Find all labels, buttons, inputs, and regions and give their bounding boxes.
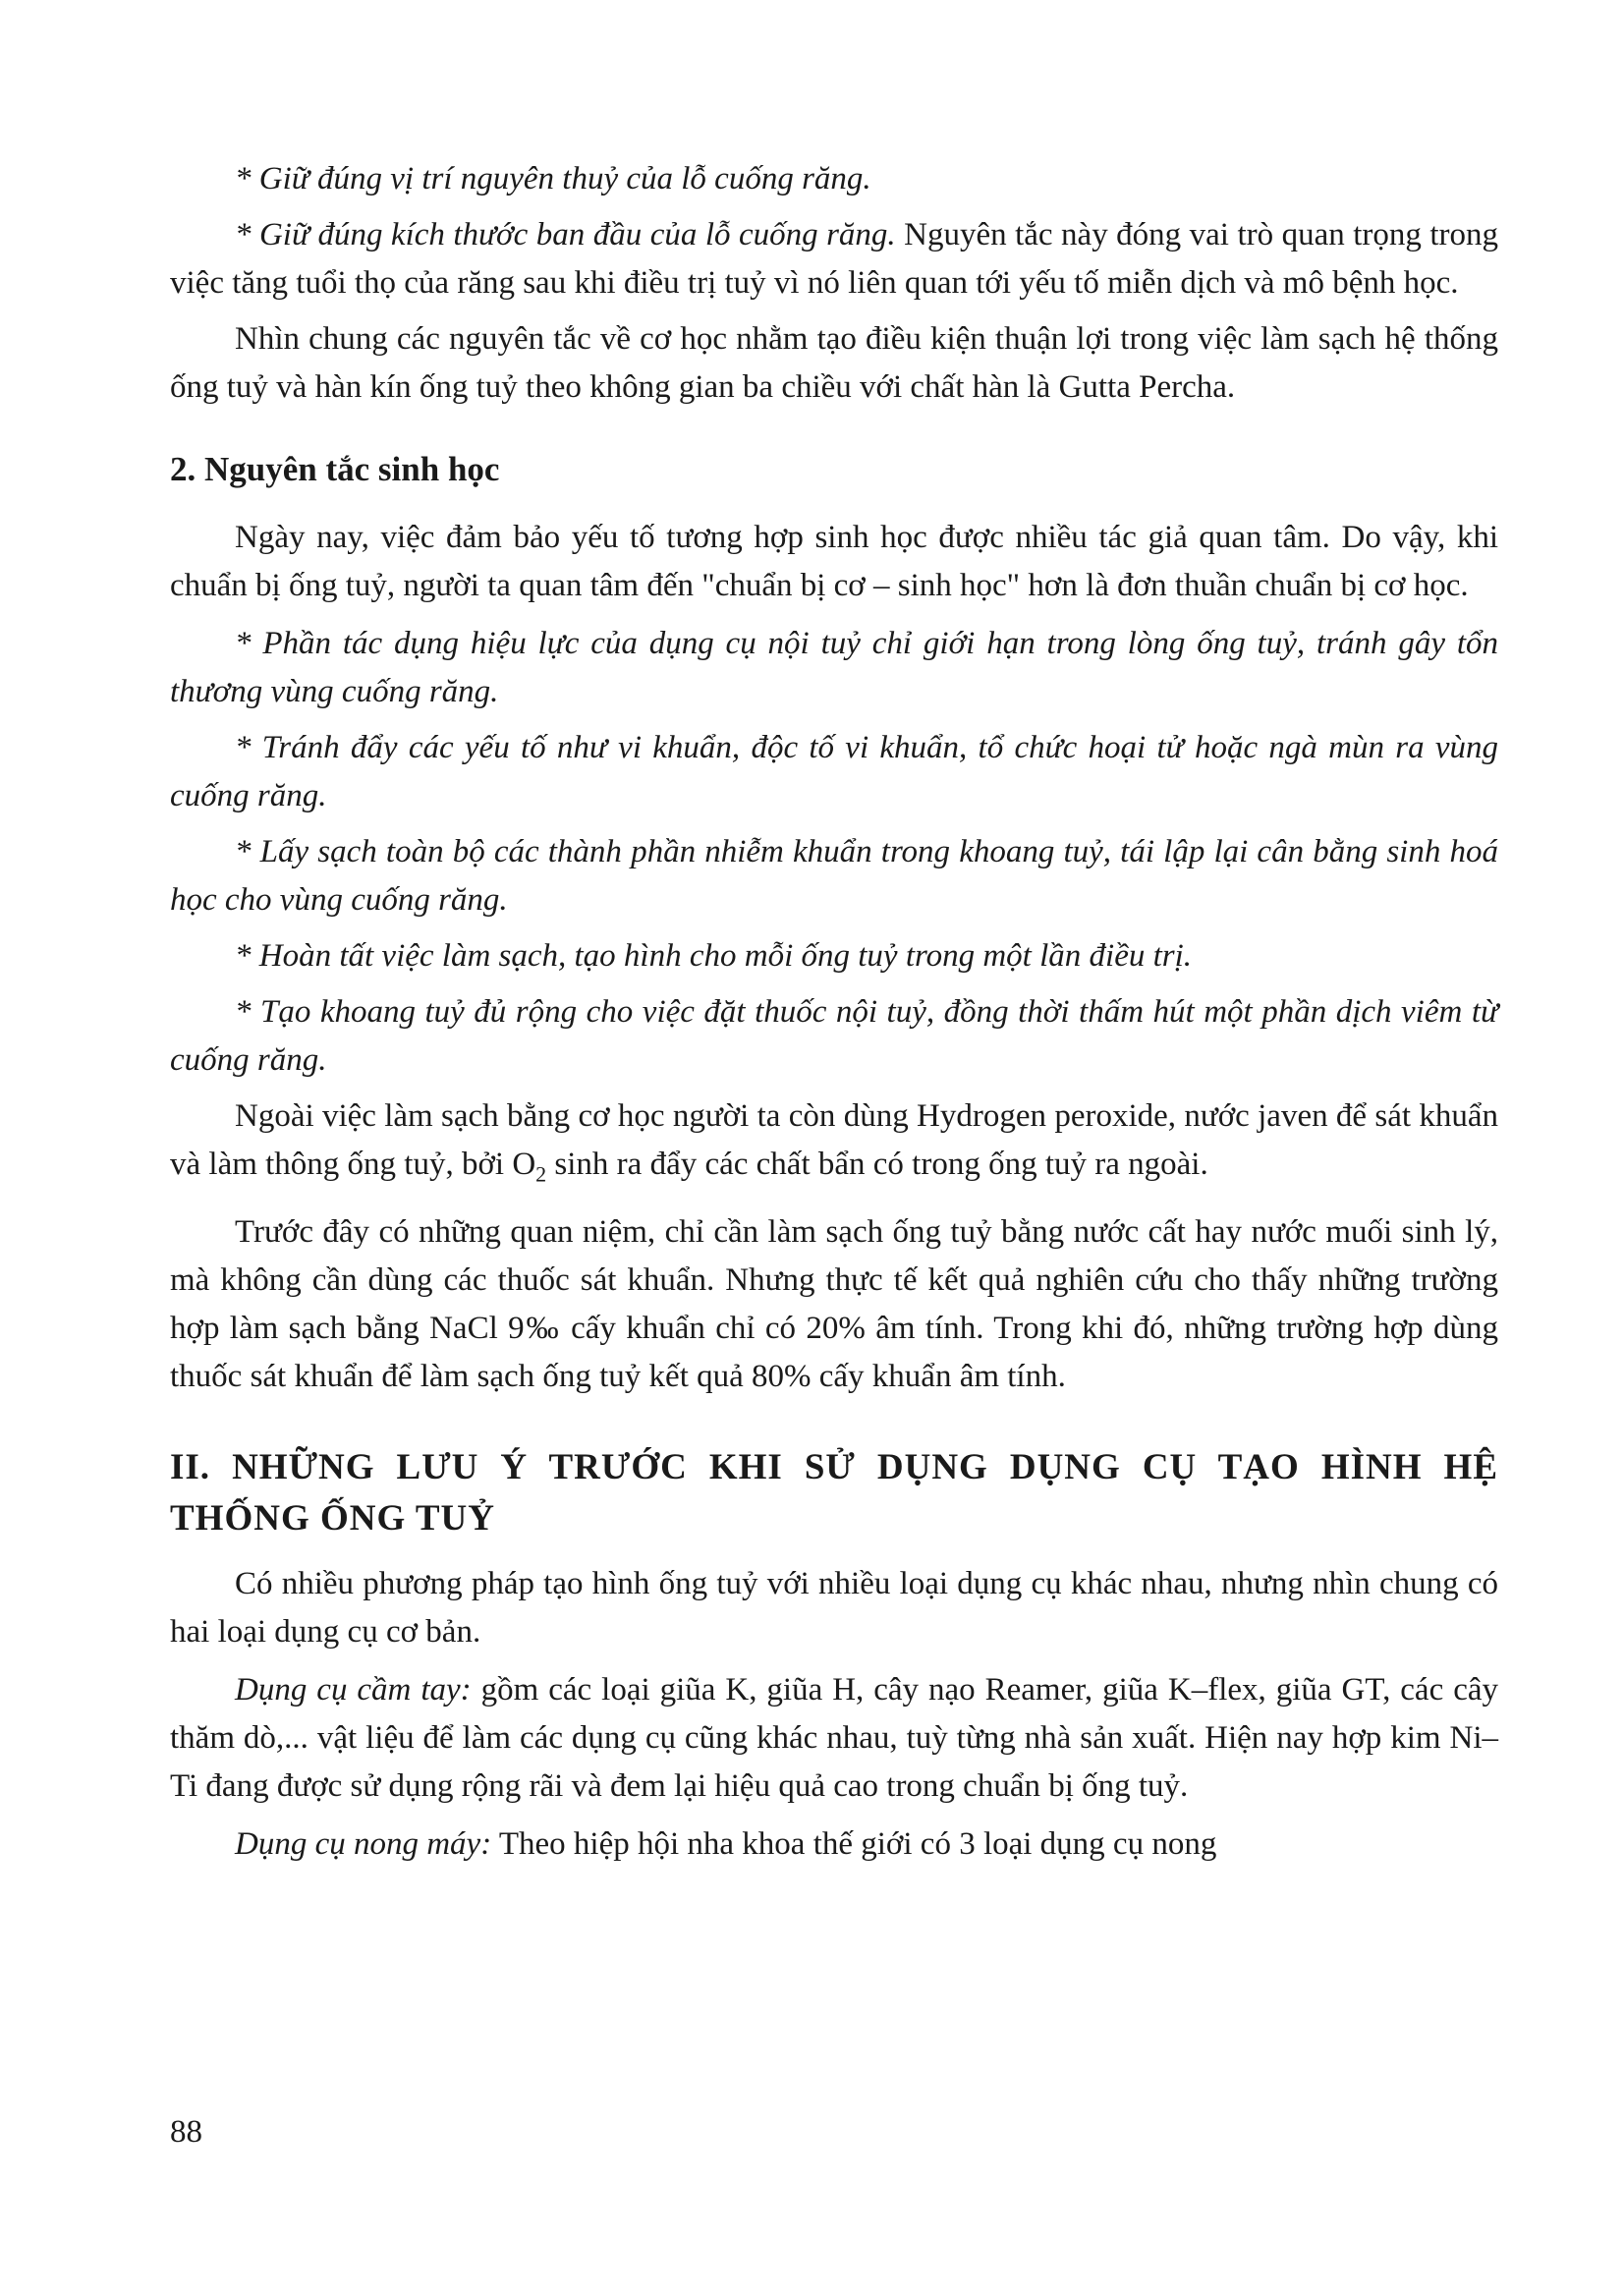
paragraph-mechanical-summary: Nhìn chung các nguyên tắc về cơ học nhằm tạo điều kiện thuận lợi trong việc làm sạch hệ thống ống tuỷ và hàn kín ống tuỷ theo không gian ba chiều với chất hàn là Gutta Percha. bbox=[170, 321, 1498, 405]
bullet-apex-position: * Giữ đúng vị trí nguyên thuỷ của lỗ cuống răng. bbox=[235, 161, 871, 196]
machine-tools-text: Theo hiệp hội nha khoa thế giới có 3 loại dụng cụ nong bbox=[491, 1825, 1217, 1862]
bullet-apex-size-continuation: Nguyên tắc này đóng vai trò quan trọng trong việc tăng tuổi thọ của răng sau khi điều trị tuỷ vì nó liên quan tới yếu tố miễn dịch và mô bệnh học. bbox=[170, 217, 1498, 301]
oxygen-subscript: 2 bbox=[535, 1161, 547, 1187]
bullet-bio-2: * Tránh đẩy các yếu tố như vi khuẩn, độc tố vi khuẩn, tổ chức hoại tử hoặc ngà mùn ra vùng cuống răng. bbox=[170, 730, 1498, 813]
paragraph-methods: Có nhiều phương pháp tạo hình ống tuỷ với nhiều loại dụng cụ khác nhau, nhưng nhìn chung có hai loại dụng cụ cơ bản. bbox=[170, 1565, 1498, 1650]
bullet-bio-1: * Phần tác dụng hiệu lực của dụng cụ nội tuỷ chỉ giới hạn trong lòng ống tuỷ, tránh gây tổn thương vùng cuống răng. bbox=[170, 626, 1498, 709]
bullet-apex-size bbox=[170, 211, 1498, 308]
bullet-apex-size-text: * Giữ đúng kích thước ban đầu của lỗ cuống răng. bbox=[235, 217, 896, 252]
bullet-bio-5: * Tạo khoang tuỷ đủ rộng cho việc đặt thuốc nội tuỷ, đồng thời thấm hút một phần dịch viêm từ cuống răng. bbox=[170, 994, 1498, 1078]
hydrogen-text-before: Ngoài việc làm sạch bằng cơ học người ta còn dùng Hydrogen peroxide, nước javen để sát khuẩn và làm thông ống tuỷ, bởi O bbox=[170, 1098, 1498, 1182]
page-number: 88 bbox=[170, 2114, 202, 2150]
paragraph-hydrogen-peroxide bbox=[170, 1092, 1498, 1199]
bullet-bio-4: * Hoàn tất việc làm sạch, tạo hình cho mỗi ống tuỷ trong một lần điều trị. bbox=[235, 938, 1193, 974]
heading-section-2: II. NHỮNG LƯU Ý TRƯỚC KHI SỬ DỤNG DỤNG CỤ TẠO HÌNH HỆ THỐNG ỐNG TUỶ bbox=[170, 1446, 1498, 1539]
page-content bbox=[170, 155, 1498, 1878]
paragraph-study-results: Trước đây có những quan niệm, chỉ cần làm sạch ống tuỷ bằng nước cất hay nước muối sinh lý, mà không cần dùng các thuốc sát khuẩn. Nhưng thực tế kết quả nghiên cứu cho thấy những trường hợp làm sạch bằng NaCl 9‰ cấy khuẩn chỉ có 20% âm tính. Trong khi đó, những trường hợp dùng thuốc sát khuẩn để làm sạch ống tuỷ kết quả 80% cấy khuẩn âm tính. bbox=[170, 1213, 1498, 1394]
hand-tools-text: gồm các loại giũa K, giũa H, cây nạo Reamer, giũa K–flex, giũa GT, các cây thăm dò,... vật liệu để làm các dụng cụ cũng khác nhau, tuỳ từng nhà sản xuất. Hiện nay hợp kim Ni–Ti đang được sử dụng rộng rãi và đem lại hiệu quả cao trong chuẩn bị ống tuỷ. bbox=[170, 1671, 1498, 1804]
paragraph-machine-tools bbox=[170, 1820, 1498, 1869]
hydrogen-text-after: sinh ra đẩy các chất bẩn có trong ống tuỷ ra ngoài. bbox=[546, 1147, 1208, 1182]
paragraph-biological-intro: Ngày nay, việc đảm bảo yếu tố tương hợp sinh học được nhiều tác giả quan tâm. Do vậy, khi chuẩn bị ống tuỷ, người ta quan tâm đến "chuẩn bị cơ – sinh học" hơn là đơn thuần chuẩn bị cơ học. bbox=[170, 520, 1498, 603]
hand-tools-label: Dụng cụ cầm tay: bbox=[235, 1671, 472, 1708]
heading-biological-principles: 2. Nguyên tắc sinh học bbox=[170, 450, 500, 488]
bullet-bio-3: * Lấy sạch toàn bộ các thành phần nhiễm khuẩn trong khoang tuỷ, tái lập lại cân bằng sinh hoá học cho vùng cuống răng. bbox=[170, 834, 1498, 918]
paragraph-hand-tools bbox=[170, 1666, 1498, 1811]
machine-tools-label: Dụng cụ nong máy: bbox=[235, 1825, 492, 1862]
